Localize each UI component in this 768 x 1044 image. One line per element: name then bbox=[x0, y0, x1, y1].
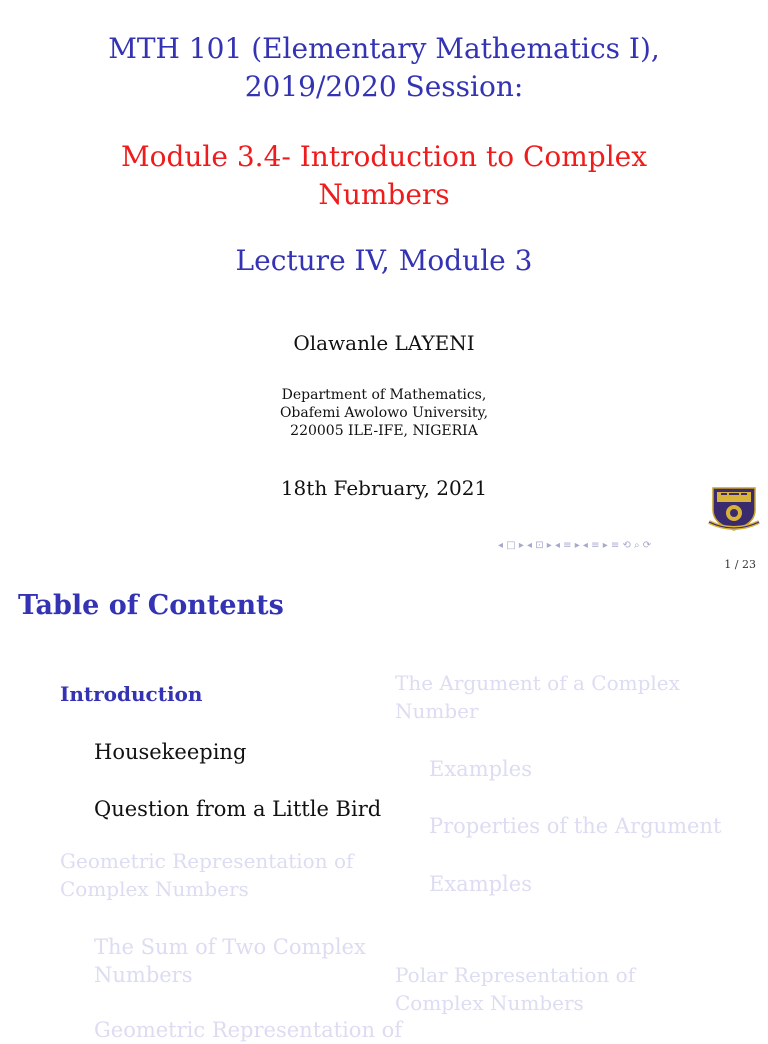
toc-item-examples-1[interactable]: Examples bbox=[429, 757, 532, 781]
toc-item-sum-two-complex[interactable] bbox=[94, 933, 366, 989]
toc-item-cut-off[interactable]: Geometric Representation of bbox=[94, 1018, 403, 1042]
toc-item-argument[interactable] bbox=[395, 669, 680, 725]
lecture-label: Lecture IV, Module 3 bbox=[235, 244, 533, 277]
toc-slide bbox=[0, 578, 768, 1042]
toc-item-polar-representation[interactable] bbox=[395, 961, 635, 1017]
module-title-line-2: Numbers bbox=[318, 178, 450, 211]
institute-line-3: 220005 ILE-IFE, NIGERIA bbox=[290, 423, 478, 439]
toc-line: Numbers bbox=[94, 963, 193, 987]
toc-item-housekeeping[interactable]: Housekeeping bbox=[94, 740, 247, 764]
institute-block bbox=[0, 386, 768, 440]
author-name: Olawanle LAYENI bbox=[293, 331, 475, 355]
toc-heading: Table of Contents bbox=[18, 590, 284, 621]
toc-line: Complex Numbers bbox=[395, 991, 584, 1015]
course-title-line-2: 2019/2020 Session: bbox=[244, 70, 524, 103]
toc-item-geometric-representation[interactable] bbox=[60, 847, 353, 903]
toc-line: The Sum of Two Complex bbox=[94, 935, 366, 959]
toc-line: The Argument of a Complex bbox=[395, 671, 680, 695]
course-title-line-1: MTH 101 (Elementary Mathematics I), bbox=[108, 32, 660, 65]
toc-line: Polar Representation of bbox=[395, 963, 636, 987]
beamer-navigation-bar[interactable]: ◂ □ ▸ ◂ ⊡ ▸ ◂ ≡ ▸ ◂ ≡ ▸ ≡ ⟲ ⌕ ⟳ bbox=[498, 540, 652, 551]
presentation-date: 18th February, 2021 bbox=[280, 476, 488, 500]
toc-item-properties-argument[interactable]: Properties of the Argument bbox=[429, 814, 722, 838]
university-crest-icon bbox=[707, 484, 761, 532]
institute-line-2: Obafemi Awolowo University, bbox=[279, 405, 489, 421]
course-title bbox=[0, 30, 768, 106]
toc-item-introduction[interactable]: Introduction bbox=[60, 682, 203, 706]
toc-item-examples-2[interactable]: Examples bbox=[429, 872, 532, 896]
toc-line: Number bbox=[395, 699, 479, 723]
institute-line-1: Department of Mathematics, bbox=[281, 387, 487, 403]
toc-line: Complex Numbers bbox=[60, 877, 249, 901]
module-title bbox=[0, 138, 768, 214]
toc-item-question-little-bird[interactable]: Question from a Little Bird bbox=[94, 797, 382, 821]
page-number: 1 / 23 bbox=[724, 558, 756, 571]
toc-line: Geometric Representation of bbox=[60, 849, 354, 873]
module-title-line-1: Module 3.4- Introduction to Complex bbox=[120, 140, 648, 173]
